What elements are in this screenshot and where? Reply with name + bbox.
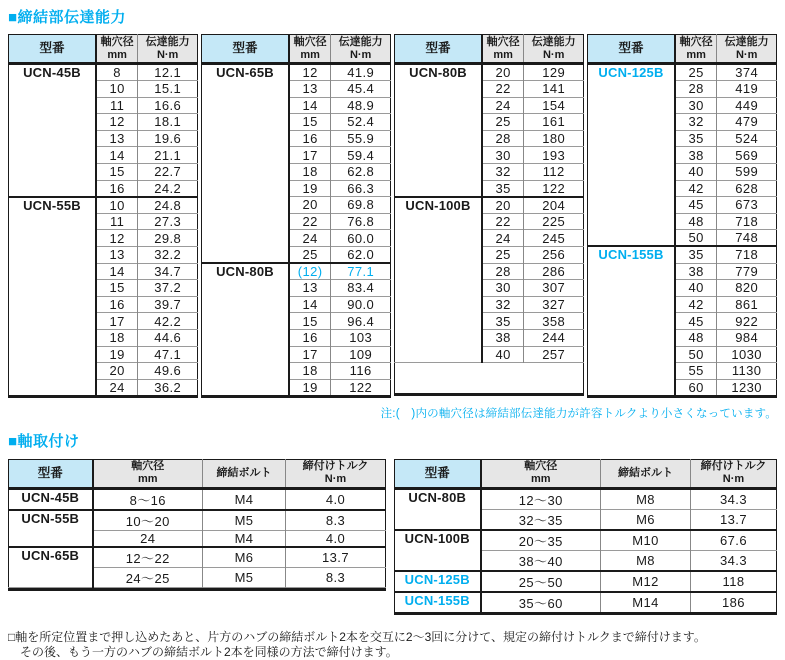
capacity-value: 718 <box>717 246 777 263</box>
bore-range: 32～35 <box>481 509 601 530</box>
col-header-capacity-value: 伝達能力 N·m <box>717 35 777 64</box>
header-row <box>9 459 386 488</box>
capacity-value: 599 <box>717 163 777 180</box>
capacity-value: 225 <box>524 213 584 230</box>
col-header-model: 型番 <box>9 459 93 488</box>
capacity-value: 60.0 <box>331 230 391 247</box>
model-name: UCN-100B <box>395 530 481 571</box>
bore-range: 8～16 <box>93 488 203 510</box>
bore-value: 17 <box>289 147 331 164</box>
capacity-value: 922 <box>717 313 777 330</box>
bore-value: 38 <box>675 263 717 280</box>
bore-value: 17 <box>289 346 331 363</box>
col-header-bore-range: 軸穴径 mm <box>93 459 203 488</box>
capacity-value: 44.6 <box>138 329 198 346</box>
bore-value: 35 <box>482 180 524 197</box>
bolt-size: M4 <box>203 530 286 547</box>
section-heading-transmission: ■締結部伝達能力 <box>8 9 127 26</box>
model-name: UCN-125B <box>395 571 481 592</box>
header-row <box>9 35 198 64</box>
table-row <box>9 64 198 81</box>
capacity-value: 34.7 <box>138 263 198 280</box>
capacity-value: 15.1 <box>138 81 198 98</box>
capacity-value: 116 <box>331 363 391 380</box>
bore-value: 19 <box>96 346 138 363</box>
bore-value: 50 <box>675 346 717 363</box>
bolt-size: M14 <box>601 592 691 614</box>
col-header-bore-value: 軸穴径 mm <box>675 35 717 64</box>
table-row <box>395 64 584 81</box>
bore-value: 50 <box>675 230 717 247</box>
bore-value: 13 <box>96 130 138 147</box>
capacity-value: 479 <box>717 114 777 131</box>
capacity-value: 45.4 <box>331 81 391 98</box>
capacity-value: 628 <box>717 180 777 197</box>
bore-value: 42 <box>675 180 717 197</box>
bore-value: 16 <box>96 180 138 197</box>
bore-value: 22 <box>289 213 331 230</box>
capacity-value: 122 <box>524 180 584 197</box>
capacity-value: 59.4 <box>331 147 391 164</box>
bore-value: 11 <box>96 213 138 230</box>
bore-value: 19 <box>289 379 331 396</box>
bore-value: 20 <box>96 363 138 380</box>
bore-value: 30 <box>482 147 524 164</box>
capacity-value: 109 <box>331 346 391 363</box>
footnote-line-1: □軸を所定位置まで押し込めたあと、片方のハブの締結ボルト2本を交互に2～3回に分けて、規定の締付けトルクまで締付けます。 <box>8 629 706 644</box>
capacity-value: 748 <box>717 230 777 247</box>
capacity-value: 19.6 <box>138 130 198 147</box>
bore-value: 14 <box>289 296 331 313</box>
capacity-value: 96.4 <box>331 313 391 330</box>
bore-value: 16 <box>96 296 138 313</box>
capacity-value: 193 <box>524 147 584 164</box>
capacity-value: 161 <box>524 114 584 131</box>
bore-range: 24～25 <box>93 567 203 587</box>
col-header-model: 型番 <box>202 35 289 64</box>
capacity-value: 42.2 <box>138 313 198 330</box>
bore-value: 32 <box>482 163 524 180</box>
capacity-value: 569 <box>717 147 777 164</box>
model-name: UCN-45B <box>9 488 93 510</box>
capacity-value: 66.3 <box>331 180 391 197</box>
bore-value: 8 <box>96 64 138 81</box>
bore-value: 15 <box>96 280 138 297</box>
bore-value: 20 <box>289 197 331 214</box>
capacity-value: 112 <box>524 163 584 180</box>
col-header-model: 型番 <box>588 35 676 64</box>
bore-value: 55 <box>675 363 717 380</box>
transmission-table-2 <box>201 34 391 398</box>
capacity-value: 820 <box>717 280 777 297</box>
capacity-value: 524 <box>717 130 777 147</box>
bore-value: 17 <box>96 313 138 330</box>
bore-value: 22 <box>482 81 524 98</box>
bore-value: 25 <box>675 64 717 81</box>
capacity-value: 41.9 <box>331 64 391 81</box>
bore-value: 25 <box>482 246 524 263</box>
bore-value: 42 <box>675 296 717 313</box>
capacity-value: 861 <box>717 296 777 313</box>
bore-value: 40 <box>675 163 717 180</box>
torque-value: 34.3 <box>691 488 777 509</box>
footnotes <box>8 630 777 660</box>
bore-value: 45 <box>675 313 717 330</box>
bore-value: 14 <box>96 263 138 280</box>
torque-value: 13.7 <box>691 509 777 530</box>
bore-value: 24 <box>482 97 524 114</box>
table-row <box>202 263 391 280</box>
bore-value: (12) <box>289 263 331 280</box>
capacity-value: 358 <box>524 313 584 330</box>
bolt-size: M5 <box>203 567 286 587</box>
capacity-value: 22.7 <box>138 163 198 180</box>
bore-range: 20～35 <box>481 530 601 551</box>
capacity-value: 204 <box>524 197 584 214</box>
bolt-size: M12 <box>601 571 691 592</box>
capacity-value: 62.8 <box>331 163 391 180</box>
model-name: UCN-80B <box>395 488 481 530</box>
bore-value: 25 <box>289 246 331 263</box>
col-header-bore-value: 軸穴径 mm <box>289 35 331 64</box>
table-row <box>588 64 777 81</box>
capacity-value: 52.4 <box>331 114 391 131</box>
torque-value: 4.0 <box>286 488 386 510</box>
capacity-value: 1130 <box>717 363 777 380</box>
model-name: UCN-100B <box>395 197 483 363</box>
capacity-value: 24.2 <box>138 180 198 197</box>
capacity-value: 77.1 <box>331 263 391 280</box>
col-header-model: 型番 <box>395 459 481 488</box>
col-header-capacity-value: 伝達能力 N·m <box>524 35 584 64</box>
capacity-value: 129 <box>524 64 584 81</box>
bolt-size: M6 <box>601 509 691 530</box>
bore-value: 15 <box>96 163 138 180</box>
bore-value: 45 <box>675 197 717 214</box>
bore-value: 35 <box>482 313 524 330</box>
bore-range: 25～50 <box>481 571 601 592</box>
mounting-tables <box>8 459 777 615</box>
capacity-value: 256 <box>524 246 584 263</box>
header-row <box>588 35 777 64</box>
table-row <box>9 197 198 214</box>
transmission-tables <box>8 34 777 398</box>
bore-value: 16 <box>289 329 331 346</box>
model-name: UCN-45B <box>9 64 96 197</box>
capacity-value: 673 <box>717 197 777 214</box>
bore-value: 28 <box>675 81 717 98</box>
mounting-table-1 <box>8 459 386 591</box>
bolt-size: M6 <box>203 547 286 568</box>
capacity-value: 419 <box>717 81 777 98</box>
capacity-value: 55.9 <box>331 130 391 147</box>
table-row <box>395 530 777 551</box>
bore-range: 12～30 <box>481 488 601 509</box>
capacity-value: 49.6 <box>138 363 198 380</box>
bore-value: 48 <box>675 329 717 346</box>
capacity-value: 154 <box>524 97 584 114</box>
capacity-value: 141 <box>524 81 584 98</box>
bore-range: 35～60 <box>481 592 601 614</box>
capacity-value: 29.8 <box>138 230 198 247</box>
capacity-value: 39.7 <box>138 296 198 313</box>
col-header-bolt-size: 締結ボルト <box>601 459 691 488</box>
bore-value: 30 <box>675 97 717 114</box>
table-row <box>395 571 777 592</box>
table-row <box>9 547 386 568</box>
bore-value: 20 <box>482 64 524 81</box>
col-header-torque-value: 締付けトルク N·m <box>691 459 777 488</box>
model-name: UCN-155B <box>395 592 481 614</box>
bore-range: 38～40 <box>481 550 601 571</box>
header-row <box>395 459 777 488</box>
bore-range: 24 <box>93 530 203 547</box>
capacity-value: 90.0 <box>331 296 391 313</box>
capacity-value: 24.8 <box>138 197 198 214</box>
bore-value: 40 <box>482 346 524 363</box>
capacity-value: 32.2 <box>138 246 198 263</box>
empty-row <box>395 363 584 395</box>
transmission-table-1 <box>8 34 198 398</box>
model-name: UCN-80B <box>202 263 289 396</box>
capacity-value: 122 <box>331 379 391 396</box>
capacity-value: 718 <box>717 213 777 230</box>
col-header-bore-value: 軸穴径 mm <box>482 35 524 64</box>
torque-value: 34.3 <box>691 550 777 571</box>
bore-value: 32 <box>482 296 524 313</box>
bore-value: 10 <box>96 81 138 98</box>
capacity-value: 449 <box>717 97 777 114</box>
table-row <box>9 488 386 510</box>
empty-cell <box>9 587 386 589</box>
bore-value: 15 <box>289 114 331 131</box>
model-name: UCN-55B <box>9 510 93 547</box>
bore-value: 20 <box>482 197 524 214</box>
bolt-size: M8 <box>601 550 691 571</box>
torque-value: 67.6 <box>691 530 777 551</box>
col-header-bore-value: 軸穴径 mm <box>96 35 138 64</box>
bore-value: 24 <box>482 230 524 247</box>
capacity-value: 1230 <box>717 379 777 396</box>
capacity-value: 62.0 <box>331 246 391 263</box>
bolt-size: M5 <box>203 510 286 531</box>
capacity-value: 69.8 <box>331 197 391 214</box>
capacity-value: 984 <box>717 329 777 346</box>
bore-value: 12 <box>96 114 138 131</box>
bore-value: 16 <box>289 130 331 147</box>
capacity-value: 307 <box>524 280 584 297</box>
capacity-value: 12.1 <box>138 64 198 81</box>
empty-row <box>9 587 386 589</box>
bore-value: 25 <box>482 114 524 131</box>
capacity-value: 47.1 <box>138 346 198 363</box>
bore-value: 14 <box>289 97 331 114</box>
capacity-value: 16.6 <box>138 97 198 114</box>
bore-value: 18 <box>96 329 138 346</box>
bore-value: 40 <box>675 280 717 297</box>
bore-value: 38 <box>482 329 524 346</box>
bore-value: 60 <box>675 379 717 396</box>
bore-range: 12～22 <box>93 547 203 568</box>
capacity-value: 374 <box>717 64 777 81</box>
col-header-model: 型番 <box>9 35 96 64</box>
torque-value: 8.3 <box>286 567 386 587</box>
torque-value: 118 <box>691 571 777 592</box>
capacity-value: 48.9 <box>331 97 391 114</box>
bore-value: 12 <box>289 64 331 81</box>
model-name: UCN-80B <box>395 64 483 197</box>
header-row <box>395 35 584 64</box>
capacity-value: 18.1 <box>138 114 198 131</box>
bore-value: 18 <box>289 363 331 380</box>
bore-value: 13 <box>289 280 331 297</box>
header-row <box>202 35 391 64</box>
transmission-note: 注:( )内の軸穴径は締結部伝達能力が許容トルクより小さくなっています。 <box>380 407 777 420</box>
col-header-capacity-value: 伝達能力 N·m <box>331 35 391 64</box>
table-row <box>395 488 777 509</box>
capacity-value: 257 <box>524 346 584 363</box>
capacity-value: 27.3 <box>138 213 198 230</box>
capacity-value: 76.8 <box>331 213 391 230</box>
bore-value: 18 <box>289 163 331 180</box>
capacity-value: 36.2 <box>138 379 198 396</box>
bore-value: 15 <box>289 313 331 330</box>
bore-value: 24 <box>96 379 138 396</box>
transmission-table-4 <box>587 34 777 398</box>
empty-cell <box>395 363 584 395</box>
table-row <box>588 246 777 263</box>
capacity-value: 779 <box>717 263 777 280</box>
capacity-value: 1030 <box>717 346 777 363</box>
bore-value: 12 <box>96 230 138 247</box>
bore-value: 38 <box>675 147 717 164</box>
capacity-value: 37.2 <box>138 280 198 297</box>
bore-value: 13 <box>289 81 331 98</box>
model-name: UCN-65B <box>9 547 93 588</box>
model-name: UCN-125B <box>588 64 676 247</box>
bore-value: 13 <box>96 246 138 263</box>
transmission-table-3 <box>394 34 584 396</box>
capacity-value: 83.4 <box>331 280 391 297</box>
col-header-bore-range: 軸穴径 mm <box>481 459 601 488</box>
bore-value: 14 <box>96 147 138 164</box>
bore-value: 35 <box>675 130 717 147</box>
bore-value: 32 <box>675 114 717 131</box>
capacity-value: 21.1 <box>138 147 198 164</box>
capacity-value: 327 <box>524 296 584 313</box>
col-header-torque-value: 締付けトルク N·m <box>286 459 386 488</box>
col-header-bolt-size: 締結ボルト <box>203 459 286 488</box>
bore-value: 22 <box>482 213 524 230</box>
capacity-value: 245 <box>524 230 584 247</box>
model-name: UCN-55B <box>9 197 96 397</box>
bore-value: 35 <box>675 246 717 263</box>
bore-value: 11 <box>96 97 138 114</box>
torque-value: 186 <box>691 592 777 614</box>
capacity-value: 103 <box>331 329 391 346</box>
bore-range: 10～20 <box>93 510 203 531</box>
mounting-table-2 <box>394 459 777 615</box>
bore-value: 28 <box>482 263 524 280</box>
bolt-size: M10 <box>601 530 691 551</box>
torque-value: 8.3 <box>286 510 386 531</box>
model-name: UCN-155B <box>588 246 676 396</box>
section-heading-mounting: ■軸取付け <box>8 432 80 450</box>
table-row <box>202 64 391 81</box>
footnote-line-2: その後、もう一方のハブの締結ボルト2本を同様の方法で締付けます。 <box>20 644 398 659</box>
capacity-value: 180 <box>524 130 584 147</box>
col-header-capacity-value: 伝達能力 N·m <box>138 35 198 64</box>
model-name: UCN-65B <box>202 64 289 264</box>
capacity-value: 286 <box>524 263 584 280</box>
bore-value: 30 <box>482 280 524 297</box>
torque-value: 4.0 <box>286 530 386 547</box>
torque-value: 13.7 <box>286 547 386 568</box>
bore-value: 19 <box>289 180 331 197</box>
table-row <box>9 510 386 531</box>
bore-value: 10 <box>96 197 138 214</box>
table-row <box>395 592 777 614</box>
bore-value: 24 <box>289 230 331 247</box>
bolt-size: M8 <box>601 488 691 509</box>
bore-value: 28 <box>482 130 524 147</box>
table-row <box>395 197 584 214</box>
col-header-model: 型番 <box>395 35 483 64</box>
bolt-size: M4 <box>203 488 286 510</box>
bore-value: 48 <box>675 213 717 230</box>
capacity-value: 244 <box>524 329 584 346</box>
